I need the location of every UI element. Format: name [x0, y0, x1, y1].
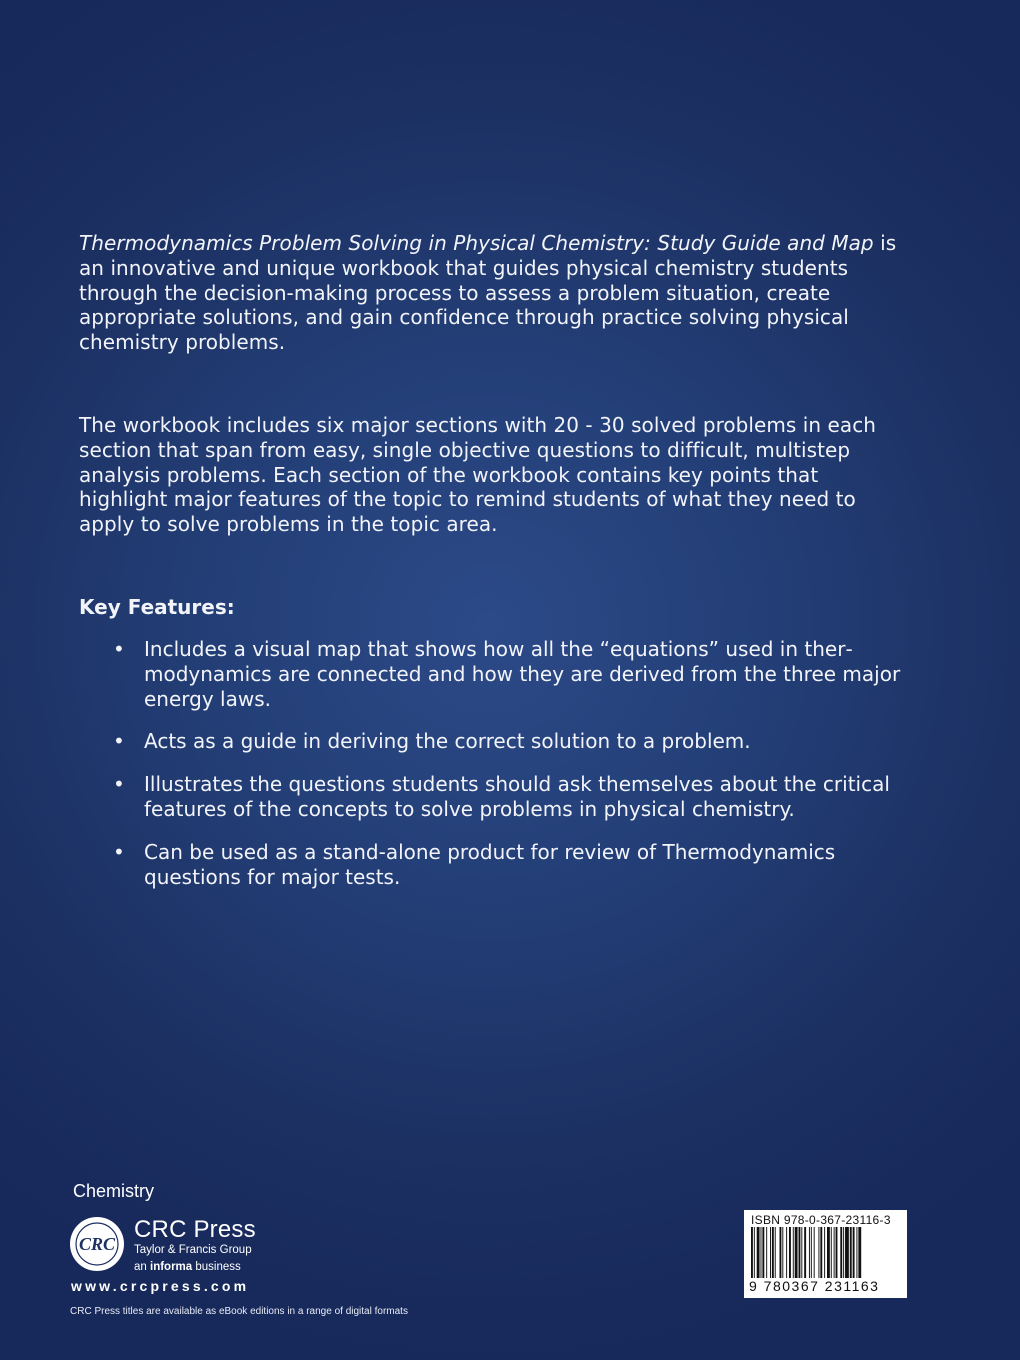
publisher-group: Taylor & Francis Group — [134, 1244, 252, 1256]
key-feature-item — [79, 840, 909, 890]
bullet-icon: • — [113, 729, 125, 754]
informa-word: informa — [150, 1261, 193, 1273]
description-paragraph-2: The workbook includes six major sections with 20 - 30 solved problems in each section that span from easy, single objective questions to difficult, multistep analysis problems. Each section of the workbook contains key points that highlight major features of the topic to remind students of what they need to apply to solve problems in the topic area. — [79, 413, 876, 537]
informa-line: an informa business — [134, 1261, 241, 1273]
key-features-heading: Key Features: — [79, 595, 235, 619]
bullet-icon: • — [113, 637, 125, 661]
publisher-block — [69, 1216, 309, 1276]
book-title: Thermodynamics Problem Solving in Physical Chemistry: Study Guide and Map — [79, 231, 874, 255]
key-feature-text: Can be used as a stand-alone product for review of Thermodynamics questions for major tests. — [144, 839, 836, 889]
key-feature-item — [79, 637, 909, 711]
key-feature-text: Acts as a guide in deriving the correct solution to a problem. — [144, 729, 751, 754]
bullet-icon: • — [113, 839, 125, 864]
description-paragraph-1-text: is an innovative and unique workbook that guides physical chemistry students through the decision-making process to assess a problem situation, create appropriate solutions, and gain confidence through practice solving physical chemistry problems. — [79, 231, 897, 355]
isbn-label: ISBN 978-0-367-23116-3 — [751, 1213, 891, 1227]
bullet-icon: • — [113, 772, 125, 797]
key-feature-text: Includes a visual map that shows how all the “equations” used in thermodynamics are connected and how they are derived from the three major energy laws. — [144, 637, 901, 711]
publisher-name: CRC Press — [134, 1216, 256, 1243]
barcode-digits: 9 780367 231163 — [749, 1278, 880, 1294]
isbn-barcode — [744, 1210, 907, 1298]
subject-category: Chemistry — [73, 1181, 155, 1201]
ebook-note: CRC Press titles are available as eBook editions in a range of digital formats — [70, 1306, 408, 1317]
crc-logo-text: CRC — [78, 1234, 116, 1254]
key-features-list — [79, 637, 909, 907]
crc-logo-icon — [69, 1216, 125, 1272]
key-feature-item — [79, 729, 909, 754]
key-feature-item — [79, 772, 909, 822]
key-feature-text: Illustrates the questions students should ask themselves about the critical features of the concepts to solve problems in physical chemistry. — [144, 772, 890, 821]
publisher-website: www.crcpress.com — [71, 1278, 250, 1294]
description-paragraph-1 — [79, 231, 909, 355]
